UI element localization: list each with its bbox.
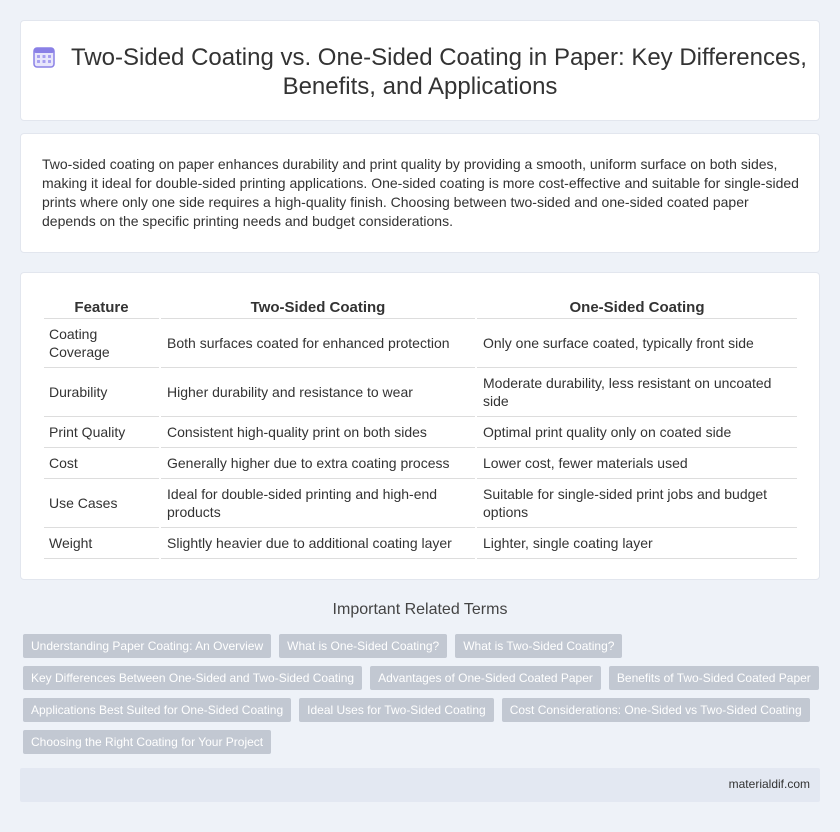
feature-cell: Durability	[44, 368, 159, 417]
feature-cell: Weight	[44, 528, 159, 559]
intro-card	[20, 133, 820, 253]
table-row	[44, 448, 797, 479]
related-term-tag[interactable]: Cost Considerations: One-Sided vs Two-Sided Coating	[502, 698, 810, 722]
two-sided-cell: Both surfaces coated for enhanced protection	[161, 319, 475, 368]
feature-cell: Cost	[44, 448, 159, 479]
feature-cell: Coating Coverage	[44, 319, 159, 368]
related-term-tag[interactable]: Applications Best Suited for One-Sided Coating	[23, 698, 291, 722]
two-sided-cell: Slightly heavier due to additional coating layer	[161, 528, 475, 559]
intro-paragraph: Two-sided coating on paper enhances durability and print quality by providing a smooth, uniform surface on both sides, making it ideal for double-sided printing applications. One-sided coating is more cost-effective and suitable for single-sided prints where only one side requires a high-quality finish. Choosing between two-sided and one-sided coated paper depends on the specific printing needs and budget considerations.	[42, 156, 799, 229]
table-row	[44, 528, 797, 559]
column-header: Feature	[44, 297, 159, 319]
one-sided-cell: Optimal print quality only on coated side	[477, 417, 797, 448]
related-term-tag[interactable]: Ideal Uses for Two-Sided Coating	[299, 698, 494, 722]
one-sided-cell: Lower cost, fewer materials used	[477, 448, 797, 479]
one-sided-cell: Lighter, single coating layer	[477, 528, 797, 559]
comparison-table	[42, 297, 799, 559]
table-row	[44, 319, 797, 368]
title-card	[20, 20, 820, 121]
related-term-tag[interactable]: Key Differences Between One-Sided and Two-Sided Coating	[23, 666, 362, 690]
related-term-tag[interactable]: Understanding Paper Coating: An Overview	[23, 634, 271, 658]
related-term-tag[interactable]: Choosing the Right Coating for Your Project	[23, 730, 271, 754]
two-sided-cell: Generally higher due to extra coating process	[161, 448, 475, 479]
feature-cell: Print Quality	[44, 417, 159, 448]
table-row	[44, 368, 797, 417]
calendar-icon	[33, 46, 55, 68]
feature-cell: Use Cases	[44, 479, 159, 528]
related-term-tag[interactable]: What is Two-Sided Coating?	[455, 634, 622, 658]
one-sided-cell: Only one surface coated, typically front side	[477, 319, 797, 368]
table-row	[44, 417, 797, 448]
one-sided-cell: Suitable for single-sided print jobs and budget options	[477, 479, 797, 528]
page-title	[21, 43, 819, 101]
footer-site-name[interactable]: materialdif.com	[728, 777, 810, 791]
related-term-tag[interactable]: Benefits of Two-Sided Coated Paper	[609, 666, 819, 690]
column-header: Two-Sided Coating	[161, 297, 475, 319]
table-row	[44, 479, 797, 528]
table-header-row	[44, 297, 797, 319]
footer	[20, 768, 820, 802]
two-sided-cell: Higher durability and resistance to wear	[161, 368, 475, 417]
column-header: One-Sided Coating	[477, 297, 797, 319]
two-sided-cell: Ideal for double-sided printing and high-end products	[161, 479, 475, 528]
one-sided-cell: Moderate durability, less resistant on uncoated side	[477, 368, 797, 417]
two-sided-cell: Consistent high-quality print on both sides	[161, 417, 475, 448]
related-terms-list	[23, 634, 823, 762]
related-terms-heading: Important Related Terms	[332, 601, 508, 618]
comparison-table-card	[20, 272, 820, 580]
related-term-tag[interactable]: Advantages of One-Sided Coated Paper	[370, 666, 601, 690]
page-title-text: Two-Sided Coating vs. One-Sided Coating in Paper: Key Differences, Benefits, and Applications	[71, 44, 807, 100]
related-term-tag[interactable]: What is One-Sided Coating?	[279, 634, 447, 658]
